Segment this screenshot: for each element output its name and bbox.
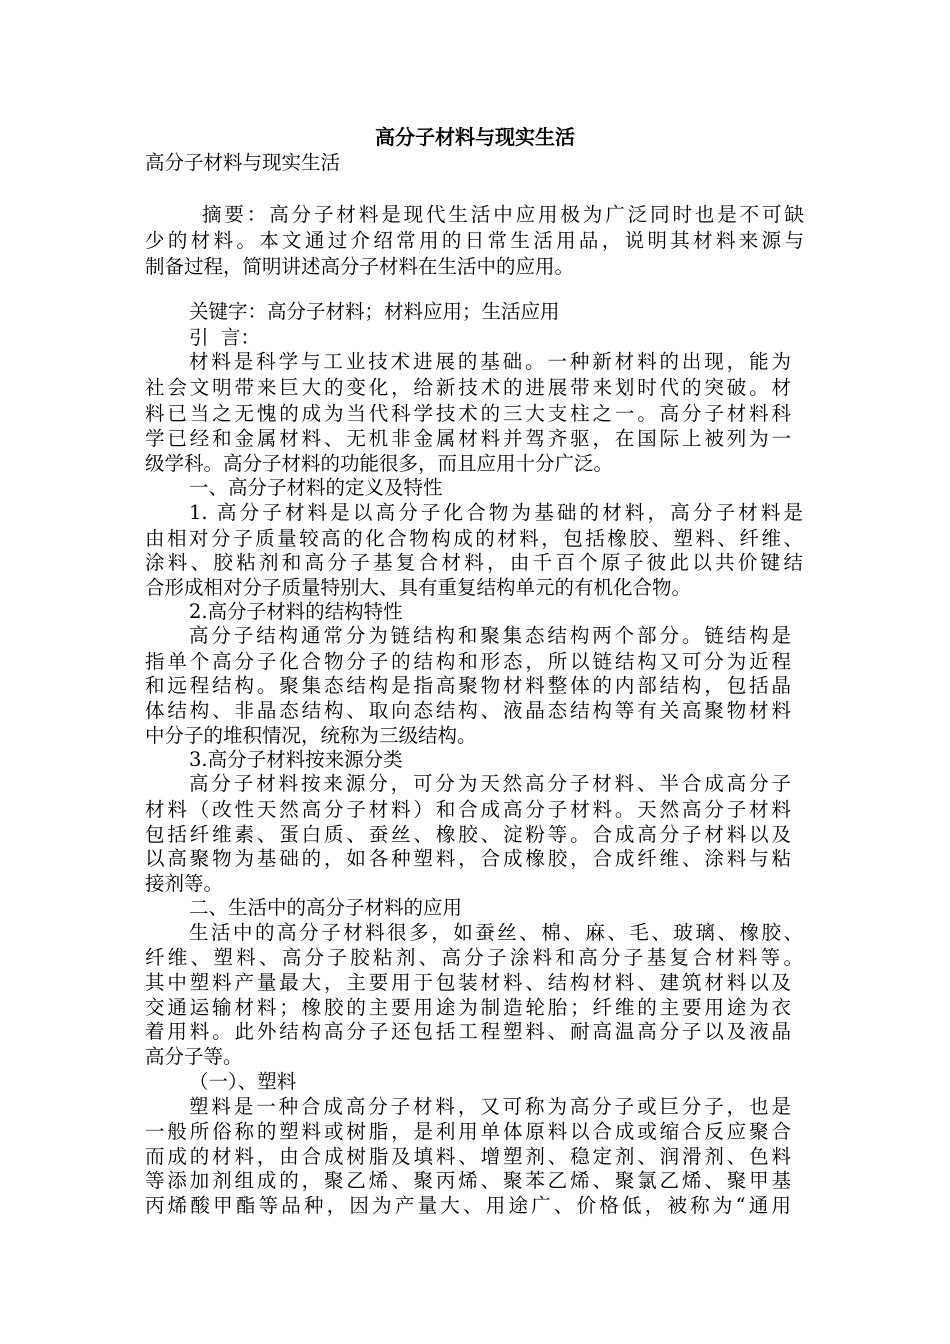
document-subtitle: 高分子材料与现实生活 [145,151,341,174]
section2-p2-line: 等添加剂组成的，聚乙烯、聚丙烯、聚苯乙烯、聚氯乙烯、聚甲基 [145,1169,791,1192]
section1-p2-line: 高分子结构通常分为链结构和聚集态结构两个部分。链结构是 [189,624,791,647]
intro-line: 社会文明带来巨大的变化，给新技术的进展带来划时代的突破。材 [145,376,791,399]
section1-sub2-heading: 2.高分子材料的结构特性 [189,600,403,623]
intro-line: 级学科。高分子材料的功能很多，而且应用十分广泛。 [145,452,614,475]
section1-p1-line: 合形成相对分子质量特别大、具有重复结构单元的有机化合物。 [145,576,692,599]
section1-p3-line: 高分子材料按来源分，可分为天然高分子材料、半合成高分子 [189,772,791,795]
section2-p2-line: 一般所俗称的塑料或树脂，是利用单体原料以合成或缩合反应聚合 [145,1120,791,1143]
abstract-line: 少的材料。本文通过介绍常用的日常生活用品，说明其材料来源与 [145,229,804,252]
section1-p1-line: 由相对分子质量较高的化合物构成的材料，包括橡胶、塑料、纤维、 [145,527,803,550]
section1-p3-line: 包括纤维素、蛋白质、蚕丝、橡胶、淀粉等。合成高分子材料以及 [145,823,791,846]
section1-sub3-heading: 3.高分子材料按来源分类 [189,748,403,771]
section2-p1-line: 其中塑料产量最大，主要用于包装材料、结构材料、建筑材料以及 [145,971,791,994]
section2-p1-line: 着用料。此外结构高分子还包括工程塑料、耐高温高分子以及液晶 [145,1020,791,1043]
abstract-line: 摘要：高分子材料是现代生活中应用极为广泛同时也是不可缺 [202,203,804,226]
section2-p1-line: 生活中的高分子材料很多，如蚕丝、棉、麻、毛、玻璃、橡胶、 [189,921,803,944]
section1-p2-line: 和远程结构。聚集态结构是指高聚物材料整体的内部结构，包括晶 [145,674,791,697]
section2-heading: 二、生活中的高分子材料的应用 [189,896,463,919]
section1-p1-line: 涂料、胶粘剂和高分子基复合材料，由千百个原子彼此以共价键结 [145,551,803,574]
section2-sub1-heading: （一）、塑料 [189,1070,297,1093]
section2-p2-line: 塑料是一种合成高分子材料，又可称为高分子或巨分子，也是 [189,1095,791,1118]
section1-p2-line: 指单个高分子化合物分子的结构和形态，所以链结构又可分为近程 [145,650,791,673]
intro-line: 料已当之无愧的成为当代科学技术的三大支柱之一。高分子材料科 [145,402,791,425]
intro-line: 学已经和金属材料、无机非金属材料并驾齐驱，在国际上被列为一 [145,427,791,450]
section1-p3-line: 材料（改性天然高分子材料）和合成高分子材料。天然高分子材料 [145,798,791,821]
section2-p1-line: 交通运输材料；橡胶的主要用途为制造轮胎；纤维的主要用途为衣 [145,996,791,1019]
abstract-line: 制备过程，简明讲述高分子材料在生活中的应用。 [145,255,575,278]
section2-p2-line: 而成的材料，由合成树脂及填料、增塑剂、稳定剂、润滑剂、色料 [145,1145,791,1168]
section1-p1-line: 1. 高分子材料是以高分子化合物为基础的材料，高分子材料是 [189,501,803,524]
section1-p3-line: 接剂等。 [145,872,224,895]
document-title: 高分子材料与现实生活 [375,125,575,149]
intro-line: 材料是科学与工业技术进展的基础。一种新材料的出现，能为 [189,350,791,373]
section1-heading: 一、高分子材料的定义及特性 [189,476,443,499]
section2-p2-line: 丙烯酸甲酯等品种，因为产量大、用途广、价格低，被称为“通用 [145,1194,791,1217]
section1-p2-line: 体结构、非晶态结构、取向态结构、液晶态结构等有关高聚物材料 [145,699,791,722]
section2-p1-line: 高分子等。 [145,1045,243,1068]
section1-p2-line: 中分子的堆积情况，统称为三级结构。 [145,724,477,747]
intro-heading: 引 言： [189,326,260,349]
section2-p1-line: 纤维、塑料、高分子胶粘剂、高分子涂料和高分子基复合材料等。 [145,946,803,969]
section1-p3-line: 以高聚物为基础的，如各种塑料，合成橡胶，合成纤维、涂料与粘 [145,847,791,870]
keywords: 关键字：高分子材料；材料应用；生活应用 [189,300,560,323]
